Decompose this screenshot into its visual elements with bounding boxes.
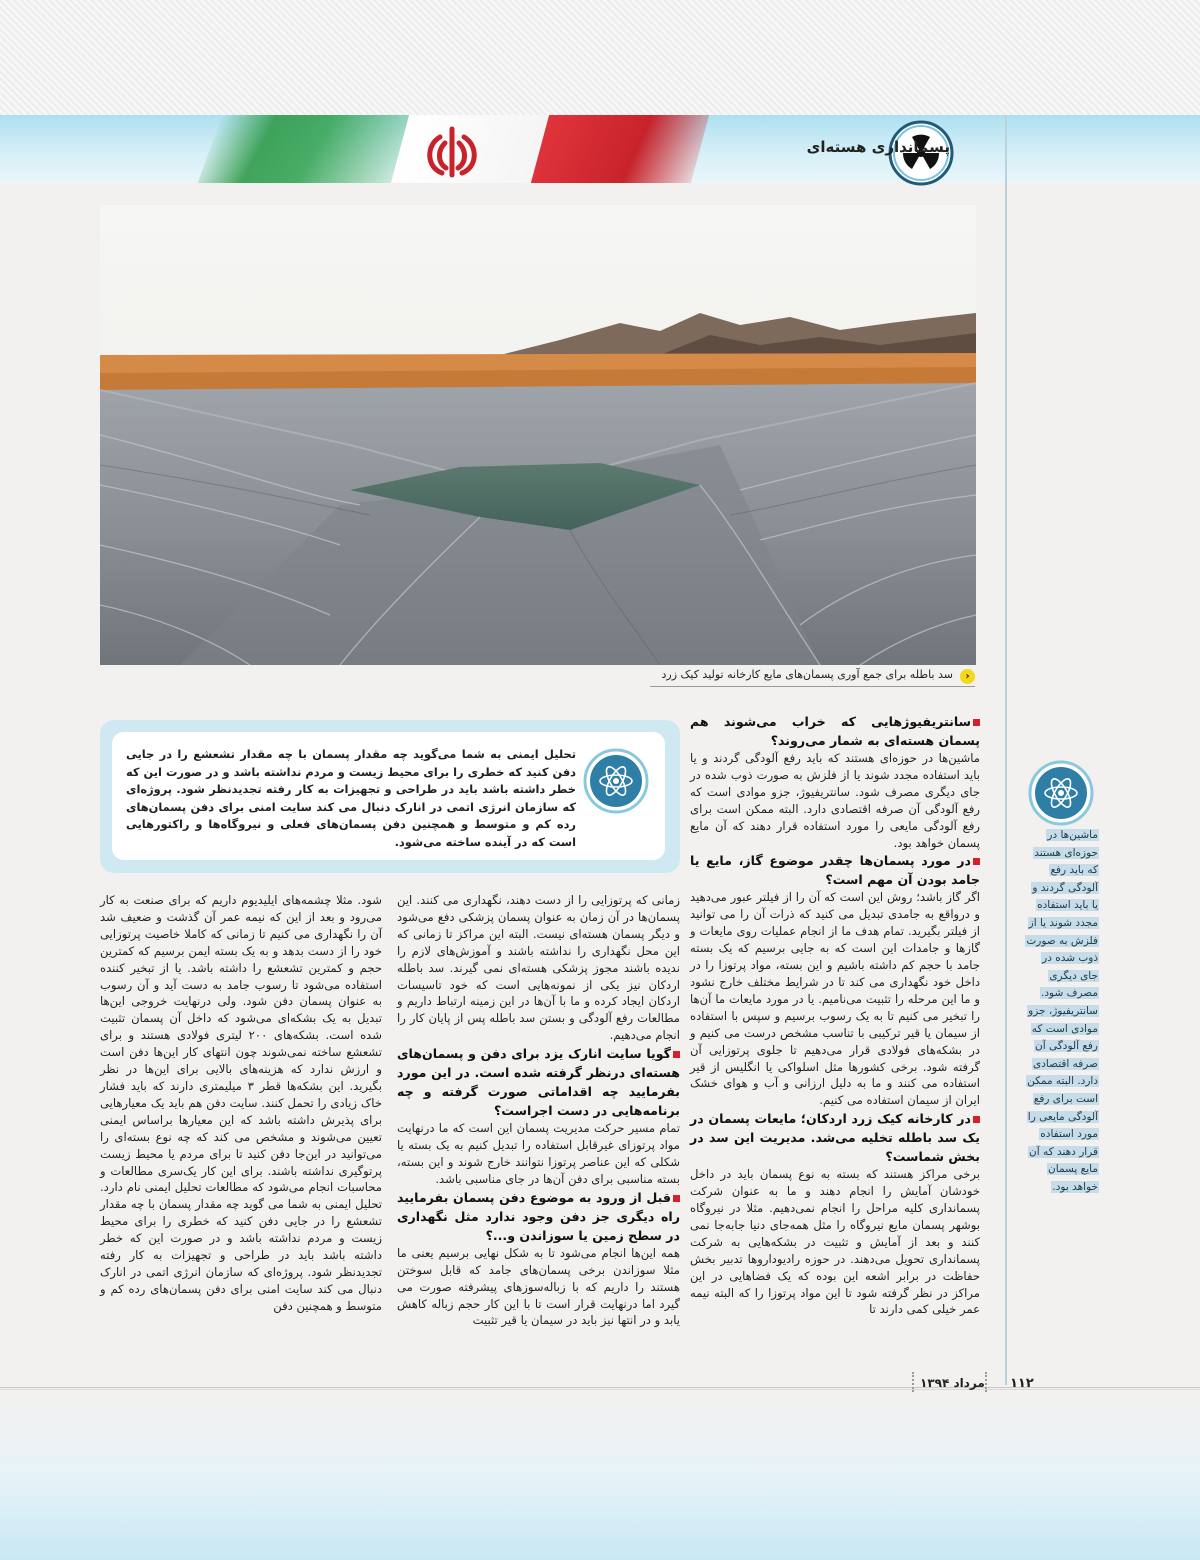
article-column-3	[100, 892, 382, 1315]
red-square-icon	[673, 1051, 680, 1058]
caption-text: سد باطله برای جمع آوری پسمان‌های مایع کارخانه تولید کیک زرد	[661, 668, 953, 681]
red-square-icon	[973, 1116, 980, 1123]
right-margin-rule	[1005, 115, 1007, 1385]
answer-paragraph: تمام مسیر حرکت مدیریت پسمان این است که ما درنهایت مواد پرتوزای غیرقابل استفاده را تبدیل کنیم به یک بسته یا شکلی که این عناصر پرتوزا نتوانند خارج شوند و این بسته، بسته مناسبی برای دفن آن‌ها در جای مناسبی باشد.	[397, 1121, 680, 1186]
question-heading: در مورد پسمان‌ها چقدر موضوع گاز، مایع یا جامد بودن آن مهم است؟	[690, 853, 980, 888]
red-square-icon	[973, 858, 980, 865]
atom-icon	[583, 748, 649, 814]
answer-paragraph: ماشین‌ها در حوزه‌ای هستند که باید رفع آلودگی گردند و یا باید استفاده مجدد شوند یا از فلزش به صورت ذوب شده در جای دیگری مصرف شود. سانتریفیوژ، جزو موادی است که رفع آلودگی آن صرفه اقتصادی دارد. البته ممکن است برای رفع آلودگی مایعی را مورد استفاده قرار دهند که آن مایع پسمان خواهد بود.	[690, 751, 980, 850]
answer-paragraph: برخی مراکز هستند که بسته به نوع پسمان باید در داخل خودشان آمایش را انجام دهند و ما به عنوان شرکت پسمانداری کلیه مراحل را انجام نمی‌دهیم. مثلا در نیروگاه بوشهر پسمان مایع نیروگاه را مثل همه‌جای دنیا جابه‌جا نمی کنند و بعد از آمایش و تثبیت در بشکه‌هایی به شرکت پسمانداری تحویل می‌دهند. در حوزه رادیوداروها تدبیر بخش حفاظت در برابر اشعه این بوده که یک فضاهایی در این مراکز در نظر گرفته شود تا این مواد پرتوزا را که البته نیمه عمر خیلی کمی دارند تا	[690, 1167, 980, 1317]
answer-paragraph: شود. مثلا چشمه‌های ایلیدیوم داریم که برای صنعت به کار می‌رود و بعد از این که نیمه عمر آن گذشت و ضعیف شد آن را نگهداری می کنیم تا زمانی که کاملا خاصیت پرتوزایی خود را از دست بدهد و به یک بسته ایمن برسیم که کمترین حجم و کمترین تشعشع را داشته باشد. یا از تبخیر کننده استفاده می‌شود تا رسوب جامد به دست آید و آن رسوب به عنوان پسمان دفن شود. ولی درنهایت خروجی این‌ها تبدیل به یک بشکه‌ای می‌شود که داخل آن پسمان تثبیت شده است. بشکه‌های ۲۰۰ لیتری فولادی هستند و برای تشعشع ساخته نمی‌شوند چون انتهای کار این‌ها دفن است و ارزش ندارد که هزینه‌های بالایی برای این‌ها در نظر بگیرید. این بشکه‌ها قطر ۳ میلیمتری دارند که باید فشار خاک زیادی را تحمل کنند. سایت دفن هم باید یک معیارهایی برای پذیرش داشته باشد که این معیارها براساس ایمنی تعیین می‌شوند و مشخص می کند که چه نوع بسته‌ای را می‌توانید در این‌جا دفن کنید تا برای مردم یا محیط زیست پرتوگیری نداشته باشند. برای این کار یک‌سری مطالعات و محاسبات انجام می‌شود که مطالعات تحلیل ایمنی نام دارد. تحلیل ایمنی به شما می گوید چه مقدار پسمان با چه مقدار تشعشع را در جایی دفن کنید که خطری را برای محیط زیست و مردم نداشته باشد و در صورت این که خطر داشته باشد باید در طراحی و تجهیزات به کار رفته تجدیدنظر شود. پروژه‌ای که سازمان انرژی اتمی در انارک دنبال می کند سایت امنی برای دفن پسمان‌های رده کم و متوسط و همچنین دفن	[100, 893, 382, 1313]
top-margin-pattern	[0, 0, 1200, 115]
header-banner	[0, 115, 1200, 183]
answer-paragraph: اگر گاز باشد؛ روش این است که آن را از فیلتر عبور می‌دهید و درواقع به جامدی تبدیل می کنید که ذرات آن را می توانید از فیلتر بگیرید. تمام هدف ما از انجام عملیات روی مایعات و گازها و جامدات این است که به جایی برسیم که یک بسته جامد با حجم کم داشته باشیم و این بسته، مواد پرتوزا را در داخل خود نگهداری می کند تا در شرایط مختلف خارج نشود و ما این مرحله را تثبیت می‌نامیم. یا در مورد مایعات ما آن‌ها را تبخیر می کنیم تا به یک رسوب برسیم و سپس با استفاده از سیمان یا قیر ترکیبی با تناسب مشخص درست می کنیم و در بشکه‌های فولادی قرار می‌دهیم تا جلوی پرتوزایی آن گرفته شود. برخی کشورها مثل اسلواکی یا انگلیس از قیر استفاده می کنند و ما به دلیل ارزانی و آب و هوای خشک ایران از سیمان استفاده می کنیم.	[690, 890, 980, 1108]
flag-red-stripe	[531, 115, 709, 183]
highlight-box	[100, 720, 680, 873]
question-heading: قبل از ورود به موضوع دفن پسمان بفرمایید راه دیگری جز دفن وجود ندارد مثل نگهداری در سطح زمین یا سوزاندن و...؟	[397, 1189, 680, 1243]
tailings-dam-photo	[100, 205, 976, 665]
sidebar-pullquote: ماشین‌ها در حوزه‌ای هستند که باید رفع آلودگی گردند و یا باید استفاده مجدد شوند یا از فلزش به صورت ذوب شده در جای دیگری مصرف شود. سانتریفیوژ، جزو موادی است که رفع آلودگی آن صرفه اقتصادی دارد. البته ممکن است برای رفع آلودگی مایعی را مورد استفاده قرار دهند که آن مایع پسمان خواهد بود.	[1026, 829, 1098, 1193]
question-heading: سانتریفیوژهایی که خراب می‌شوند هم پسمان هسته‌ای به شمار می‌روند؟	[690, 714, 980, 748]
bottom-background	[0, 1395, 1200, 1560]
photo-caption	[650, 668, 975, 687]
section-title: پسمانداری هسته‌ای	[806, 138, 950, 156]
page-number: ۱۱۲	[1010, 1376, 1034, 1391]
article-column-2	[397, 892, 680, 1329]
atom-icon	[1028, 760, 1094, 826]
answer-paragraph: زمانی که پرتوزایی را از دست دهند، نگهداری می کنند. این پسمان‌ها در آن زمان به عنوان پسمان پزشکی دفع می‌شود و دیگر پسمان هسته‌ای نیست. البته این مراکز تا زمانی که این محل نگهداری را نداشته باشند و آموزش‌های لازم را ندیده باشند مجوز پزشکی هسته‌ای نمی گیرند. سد باطله اردکان نیز یکی از نمونه‌هایی است که خود تاسیسات اردکان ایجاد کرده و ما با آن‌ها در این زمینه ارتباط داریم و مطالعات رفع آلودگی و بستن سد باطله پس از پایان کار را انجام می‌دهیم.	[397, 893, 680, 1043]
iran-emblem-icon	[412, 123, 492, 181]
red-square-icon	[673, 1195, 680, 1202]
issue-date: مرداد ۱۳۹۴	[920, 1376, 985, 1390]
highlight-box-inner	[112, 732, 665, 860]
chevron-right-icon: ›	[960, 669, 975, 684]
answer-paragraph: همه این‌ها انجام می‌شود تا به شکل نهایی برسیم یعنی ما مثلا سوزاندن برخی پسمان‌های جامد که قابل سوختن هستند را داریم که با زباله‌سوزهای پیشرفته صورت می گیرد اما درنهایت قرار است تا با این کار حجم زباله کاهش یابد و در انتها نیز باید در سیمان یا قیر تثبیت	[397, 1245, 680, 1328]
footer-separator	[985, 1372, 995, 1392]
question-heading: در کارخانه کیک زرد اردکان؛ مایعات پسمان در یک سد باطله تخلیه می‌شد. مدیریت این سد در بخش شماست؟	[690, 1111, 980, 1165]
highlight-box-text: تحلیل ایمنی به شما می‌گوید چه مقدار پسمان با چه مقدار تشعشع را در جایی دفن کنید که خطری را برای محیط زیست و مردم نداشته باشد و در صورت این که خطر داشته باشد باید در طراحی و تجهیزات به کار رفته تجدیدنظر شود. پروژه‌ای که سازمان انرژی اتمی در انارک دنبال می کند سایت امنی برای دفن پسمان‌های رده کم و متوسط و همچنین دفن پسمان‌های فعلی و نیروگاه‌ها و راکتورهایی است که در آینده ساخته می‌شود.	[126, 747, 576, 849]
red-square-icon	[973, 719, 980, 726]
article-column-1	[690, 712, 980, 1318]
question-heading: گویا سایت انارک یزد برای دفن و پسمان‌های هسته‌ای درنظر گرفته شده است. در این مورد بفرمایید چه اقداماتی صورت گرفته و چه برنامه‌هایی در دست اجراست؟	[397, 1046, 680, 1119]
